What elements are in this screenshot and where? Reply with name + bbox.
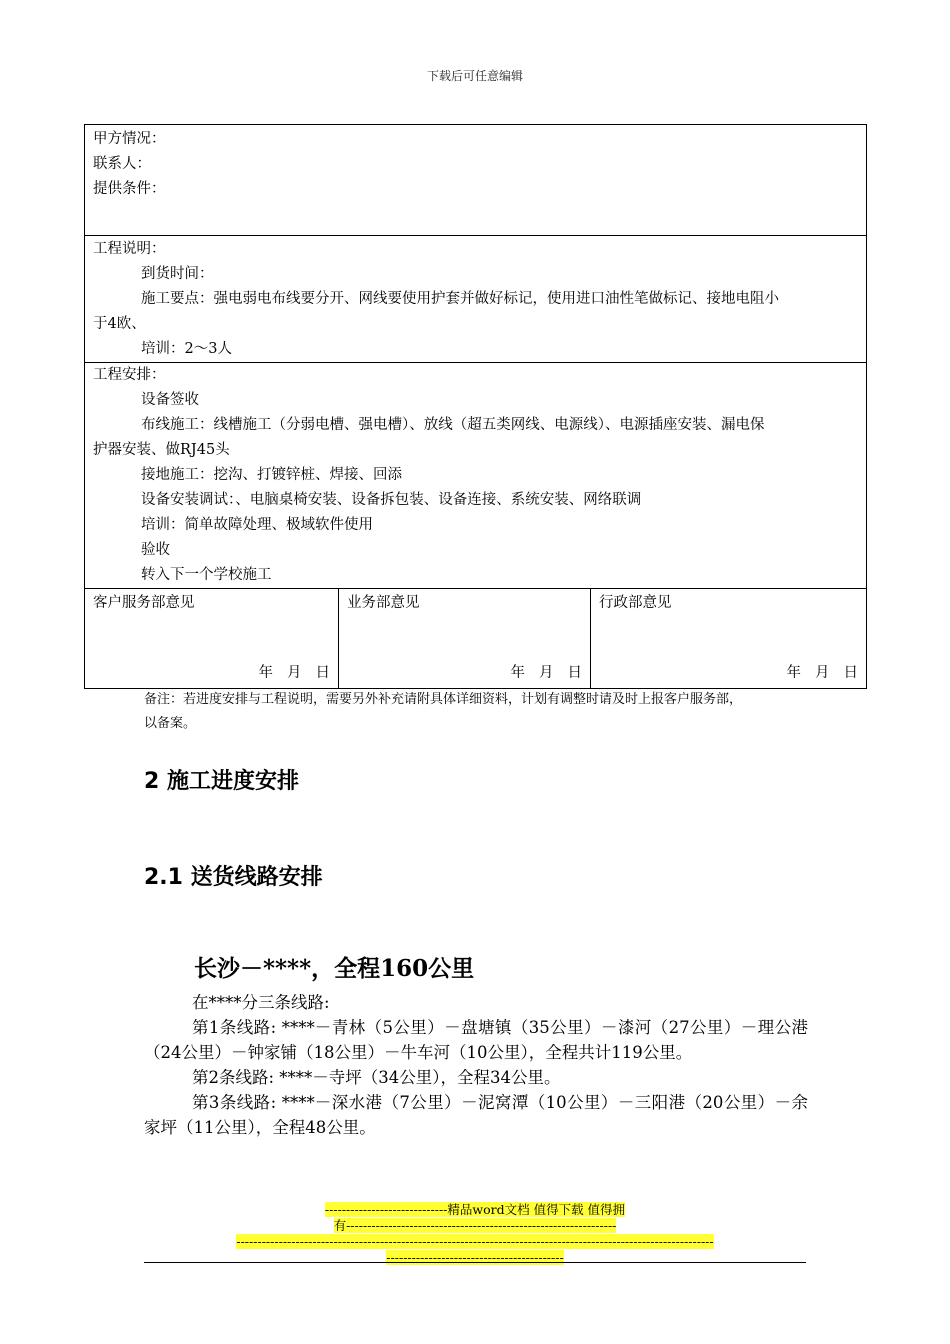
page-header: 下载后可任意编辑 (426, 69, 523, 83)
equipment-installation: 设备安装调试：、电脑桌椅安装、设备拆包装、设备连接、系统安装、网络联调 (141, 492, 642, 508)
contact-label: 联系人： (93, 156, 151, 172)
footer-rule (144, 1262, 806, 1263)
remark-note (144, 688, 824, 736)
party-status-label: 甲方情况： (93, 131, 166, 147)
training-content: 培训：简单故障处理、极域软件使用 (141, 517, 373, 533)
next-school: 转入下一个学校施工 (141, 567, 272, 583)
wiring-construction-cont: 护器安装、做RJ45头 (93, 442, 230, 458)
signature-cell-customer-service (85, 589, 339, 689)
equipment-receipt: 设备签收 (141, 392, 199, 408)
date-month-label: 月 (539, 665, 554, 681)
date-day-label: 日 (567, 665, 582, 681)
date-year-label: 年 (510, 665, 525, 681)
footer-row-1: -----------------------------精品word文档 值得下载 值得拥 (324, 1202, 626, 1217)
section-2-heading: 2 施工进度安排 (144, 769, 299, 794)
date-month-label: 月 (287, 665, 302, 681)
conditions-label: 提供条件： (93, 181, 166, 197)
project-form-table (84, 124, 867, 689)
signature-cell-administration (591, 589, 867, 689)
date-year-label: 年 (786, 665, 802, 681)
construction-requirements-cont: 于4欧、 (93, 316, 146, 332)
grounding-construction: 接地施工：挖沟、打镀锌桩、焊接、回添 (141, 467, 402, 483)
signature-title: 业务部意见 (347, 595, 420, 611)
signature-title: 行政部意见 (599, 595, 672, 611)
training-count: 培训：2～3人 (141, 341, 232, 357)
date-day-label: 日 (315, 665, 330, 681)
date-day-label: 日 (843, 665, 859, 681)
signature-title: 客户服务部意见 (93, 595, 195, 611)
signature-cell-business (339, 589, 591, 689)
signature-date (497, 661, 583, 686)
signature-date (245, 661, 331, 686)
construction-requirements: 施工要点：强电弱电布线要分开、网线要使用护套并做好标记，使用进口油性笔做标记、接地电阻小 (141, 291, 779, 307)
footer-watermark (144, 1202, 806, 1266)
arrival-time: 到货时间： (141, 266, 214, 282)
project-desc-title: 工程说明： (93, 241, 166, 257)
section-2-1-heading: 2.1 送货线路安排 (144, 865, 323, 890)
remark-line-1: 备注：若进度安排与工程说明，需要另外补充请附具体详细资料，计划有调整时请及时上报客户服务部， (144, 692, 743, 707)
route-line-3: 第3条线路: ****－深水港（7公里）－泥窝潭（10公里）－三阳港（20公里）－余家坪（11公里），全程48公里。 (144, 1093, 808, 1137)
arrangement-row (85, 363, 867, 589)
signature-row (85, 589, 867, 689)
footer-row-3: ----------------------------------------------------------------------------------------------------------------- (236, 1234, 714, 1249)
date-month-label: 月 (815, 665, 830, 681)
wiring-construction: 布线施工：线槽施工（分弱电槽、强电槽）、放线（超五类网线、电源线）、电源插座安装、漏电保 (141, 417, 765, 433)
acceptance: 验收 (141, 542, 170, 558)
footer-row-2: 有---------------------------------------------------------------- (333, 1218, 617, 1233)
route-intro: 在****分三条线路: (192, 993, 330, 1012)
route-body (144, 990, 808, 1140)
route-line-2: 第2条线路: ****－寺坪（34公里），全程34公里。 (192, 1068, 561, 1087)
arrangement-title: 工程安排： (93, 367, 166, 383)
remark-line-2: 以备案。 (144, 716, 197, 731)
signature-date (773, 661, 859, 686)
route-line-1: 第1条线路: ****－青林（5公里）－盘塘镇（35公里）－漆河（27公里）－理公港（24公里）－钟家铺（18公里）－牛车河（10公里），全程共计119公里。 (144, 1018, 808, 1062)
footer-row-4: ------------------------------------------ (386, 1250, 564, 1265)
party-row (85, 125, 867, 236)
route-title: 长沙－****，全程160公里 (194, 955, 475, 982)
date-year-label: 年 (258, 665, 273, 681)
project-desc-row (85, 236, 867, 363)
